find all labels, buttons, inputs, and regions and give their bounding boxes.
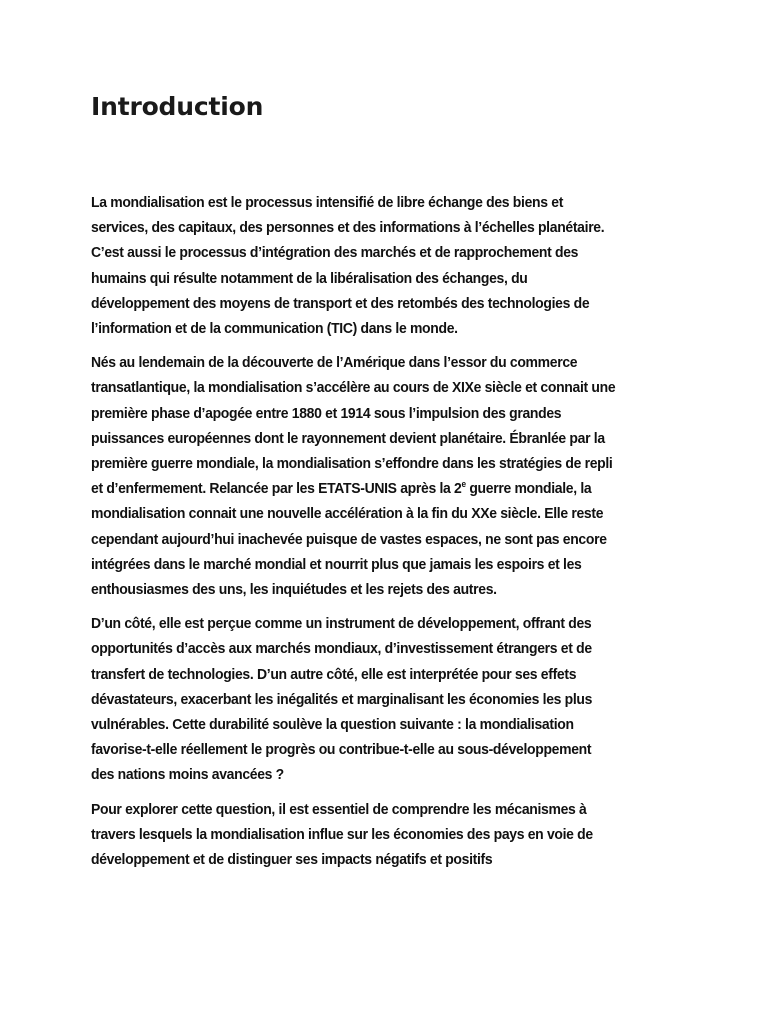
text-line: première guerre mondiale, la mondialisation s’effondre dans les stratégies de repli (91, 455, 613, 473)
paragraph-2 (91, 350, 681, 602)
text-line: transatlantique, la mondialisation s’accélère au cours de XIXe siècle et connait une (91, 379, 616, 397)
text-line: travers lesquels la mondialisation influe sur les économies des pays en voie de (91, 825, 593, 843)
text-line: opportunités d’accès aux marchés mondiaux, d’investissement étrangers et de (91, 640, 592, 658)
paragraph-3 (91, 611, 681, 787)
text-line: D’un côté, elle est perçue comme un instrument de développement, offrant des (91, 615, 592, 633)
text-line: mondialisation connait une nouvelle accélération à la fin du XXe siècle. Elle reste (91, 505, 604, 523)
text-line: humains qui résulte notamment de la libéralisation des échanges, du (91, 269, 528, 287)
text-segment: guerre mondiale, la (465, 480, 592, 498)
text-line: Nés au lendemain de la découverte de l’Amérique dans l’essor du commerce (91, 354, 578, 372)
text-line-with-superscript (91, 476, 681, 501)
text-line: développement et de distinguer ses impacts négatifs et positifs (91, 851, 493, 869)
text-line: intégrées dans le marché mondial et nourrit plus que jamais les espoirs et les (91, 555, 582, 573)
text-line: transfert de technologies. D’un autre côté, elle est interprétée pour ses effets (91, 665, 577, 683)
text-line: C’est aussi le processus d’intégration des marchés et de rapprochement des (91, 244, 579, 262)
paragraph-4 (91, 797, 681, 873)
text-line: l’information et de la communication (TIC) dans le monde. (91, 320, 458, 338)
text-line: des nations moins avancées ? (91, 766, 284, 784)
text-line: favorise-t-elle réellement le progrès ou contribue-t-elle au sous-développement (91, 741, 592, 759)
text-line: puissances européennes dont le rayonnement devient planétaire. Ébranlée par la (91, 429, 605, 447)
ordinal-superscript: e (461, 479, 466, 490)
document-title: Introduction (91, 92, 264, 121)
text-line: services, des capitaux, des personnes et des informations à l’échelles planétaire. (91, 219, 605, 237)
paragraph-1 (91, 190, 681, 341)
text-line: cependant aujourd’hui inachevée puisque de vastes espaces, ne sont pas encore (91, 530, 607, 548)
text-line: vulnérables. Cette durabilité soulève la question suivante : la mondialisation (91, 716, 574, 734)
text-line: Pour explorer cette question, il est essentiel de comprendre les mécanismes à (91, 800, 587, 818)
text-line: La mondialisation est le processus intensifié de libre échange des biens et (91, 194, 564, 211)
document-body (91, 190, 681, 881)
text-segment: et d’enfermement. Relancée par les ETATS-UNIS après la 2 (91, 480, 462, 498)
text-line: dévastateurs, exacerbant les inégalités et marginalisant les économies les plus (91, 690, 593, 708)
text-line: développement des moyens de transport et des retombés des technologies de (91, 294, 590, 312)
text-line: enthousiasmes des uns, les inquiétudes et les rejets des autres. (91, 581, 497, 599)
text-line: première phase d’apogée entre 1880 et 1914 sous l’impulsion des grandes (91, 404, 562, 422)
